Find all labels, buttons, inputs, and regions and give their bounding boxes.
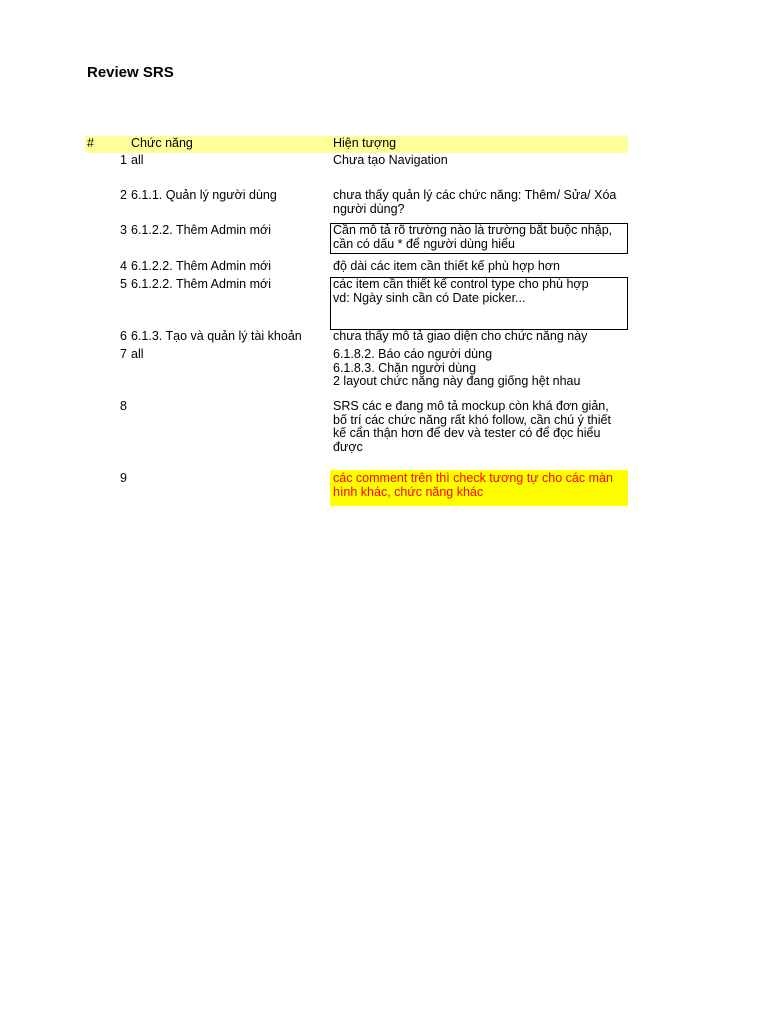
row-function: 6.1.2.2. Thêm Admin mới — [131, 277, 271, 291]
row-phenomenon: các comment trên thì check tương tự cho các màn hình khác, chức năng khác — [333, 471, 613, 499]
row-number: 4 — [120, 259, 127, 273]
row-function: 6.1.2.2. Thêm Admin mới — [131, 259, 271, 273]
header-phenomenon: Hiện tượng — [333, 136, 397, 150]
row-function: all — [131, 153, 144, 167]
header-function: Chức năng — [131, 136, 193, 150]
row-number: 6 — [120, 329, 127, 343]
row-number: 1 — [120, 153, 127, 167]
document-title: Review SRS — [87, 64, 174, 81]
row-number: 7 — [120, 347, 127, 361]
header-number: # — [87, 136, 94, 150]
row-phenomenon: Cần mô tả rõ trường nào là trường bắt buộc nhập, cần có dấu * để người dùng hiểu — [333, 223, 613, 251]
row-function: 6.1.2.2. Thêm Admin mới — [131, 223, 271, 237]
row-phenomenon: độ dài các item cần thiết kế phù hợp hơn — [333, 259, 560, 273]
row-phenomenon: các item cần thiết kế control type cho phù hợp vd: Ngày sinh cần có Date picker... — [333, 277, 589, 305]
row-function: 6.1.1. Quản lý người dùng — [131, 188, 277, 202]
row-phenomenon: SRS các e đang mô tả mockup còn khá đơn giản, bố trí các chức năng rất khó follow, cần chú ý thiết kế cẩn thận hơn để dev và tester có để đọc hiểu được — [333, 399, 611, 454]
row-phenomenon: chưa thấy mô tả giao diện cho chức năng này — [333, 329, 588, 343]
row-function: all — [131, 347, 144, 361]
row-number: 8 — [120, 399, 127, 413]
row-phenomenon: Chưa tạo Navigation — [333, 153, 448, 167]
row-number: 5 — [120, 277, 127, 291]
row-number: 3 — [120, 223, 127, 237]
row-phenomenon: chưa thấy quản lý các chức năng: Thêm/ Sửa/ Xóa người dùng? — [333, 188, 617, 216]
row-number: 9 — [120, 471, 127, 485]
row-phenomenon: 6.1.8.2. Báo cáo người dùng 6.1.8.3. Chặn người dùng 2 layout chức năng này đang giống hệt nhau — [333, 347, 581, 388]
row-function: 6.1.3. Tạo và quản lý tài khoản — [131, 329, 302, 343]
row-number: 2 — [120, 188, 127, 202]
